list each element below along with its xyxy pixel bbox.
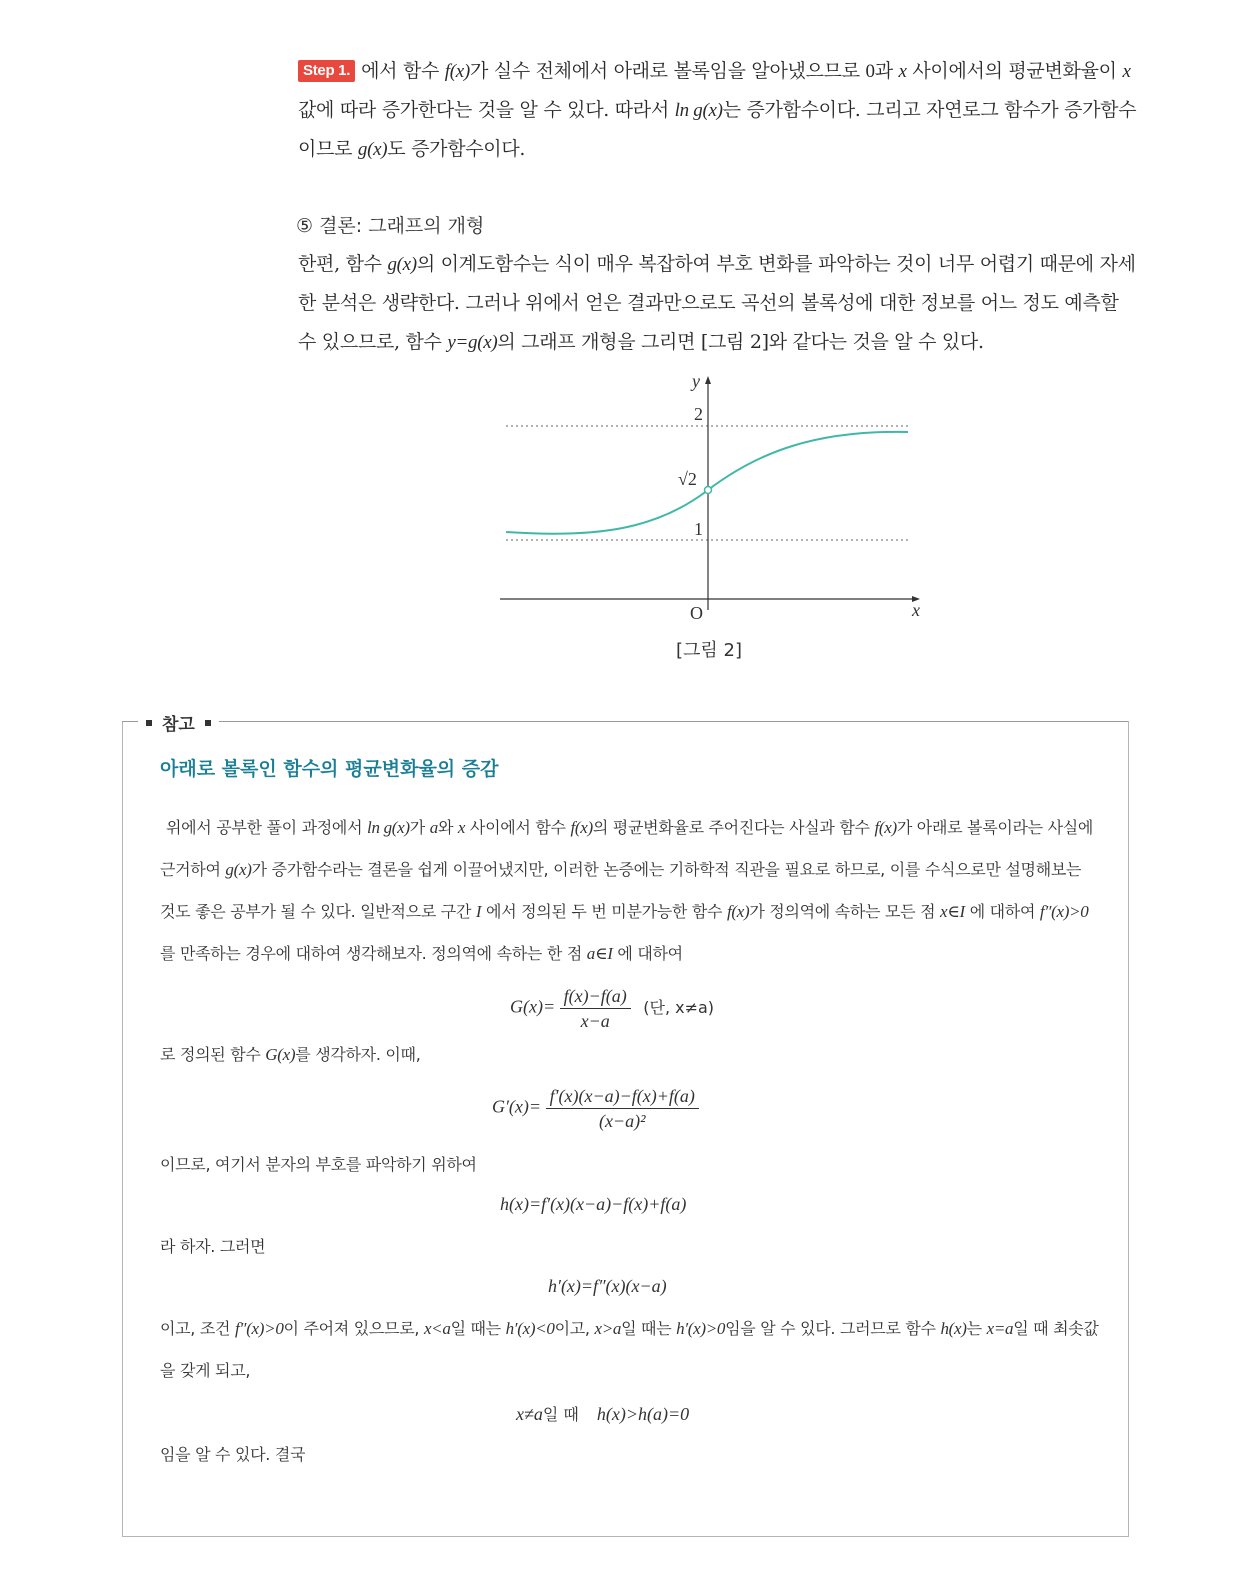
fraction: $\frac{f(x)-f(a)}{x-a}$ xyxy=(560,984,631,1033)
tick-label-sqrt2: √2 xyxy=(678,469,697,489)
square-bullet-icon xyxy=(205,720,211,726)
equation-h-prime: h′(x)=f″(x)(x−a) xyxy=(548,1276,667,1296)
y-intercept-point xyxy=(705,487,712,494)
reference-tab-label: 참고 xyxy=(162,715,195,735)
x-axis-label: x xyxy=(912,600,920,620)
reference-title: 아래로 볼록인 함수의 평균변화율의 증감 xyxy=(160,758,499,780)
function-curve xyxy=(506,432,908,534)
reference-tab xyxy=(138,710,219,735)
fraction: $\frac{f'(x)(x-a)-f(x)+f(a)}{\text{(x−a)²}}$ xyxy=(546,1084,699,1133)
equation-G-prime: G′(x)= $\frac{f'(x)(x-a)-f(x)+f(a)}{\text{(x−a)²}}$ xyxy=(492,1084,699,1133)
paragraph-conclusion: 한편, 함수 g(x)의 이계도함수는 식이 매우 복잡하여 부호 변화를 파악하는 것이 너무 어렵기 때문에 자세한 분석은 생략한다. 그러나 위에서 얻은 결과만으로도 곡선의 볼록성에 대한 정보를 어느 정도 예측할 수 있으므로, 함수 y=g(x)의 그래프 개형을 그리면 [그림 2]와 같다는 것을 알 수 있다. xyxy=(298,253,1136,353)
equation-h: h(x)=f′(x)(x−a)−f(x)+f(a) xyxy=(500,1194,687,1214)
reference-paragraph-5: 이고, 조건 f″(x)>0이 주어져 있으므로, x<a일 때는 h′(x)<0이고, x>a일 때는 h′(x)>0임을 알 수 있다. 그러므로 함수 h(x)는 x=a일 때 최솟값을 갖게 되고, xyxy=(160,1319,1099,1380)
reference-line-6: 임을 알 수 있다. 결국 xyxy=(160,1445,306,1464)
square-bullet-icon xyxy=(146,720,152,726)
reference-box-top-border xyxy=(122,721,1128,722)
figure-caption: [그림 2] xyxy=(676,640,742,661)
y-axis-arrow xyxy=(705,376,711,384)
section-heading: ⑤ 결론: 그래프의 개형 xyxy=(296,215,485,237)
origin-label: O xyxy=(690,603,703,623)
reference-line-3: 이므로, 여기서 분자의 부호를 파악하기 위하여 xyxy=(160,1155,477,1174)
reference-paragraph-1: 위에서 공부한 풀이 과정에서 ln g(x)가 a와 x 사이에서 함수 f(x)의 평균변화율로 주어진다는 사실과 함수 f(x)가 아래로 볼록이라는 사실에 근거하여 g(x)가 증가함수라는 결론을 쉽게 이끌어냈지만, 이러한 논증에는 기하학적 직관을 필요로 하므로, 이를 수식으로만 설명해보는 것도 좋은 공부가 될 수 있다. 일반적으로 구간 I 에서 정의된 두 번 미분가능한 함수 f(x)가 정의역에 속하는 모든 점 x∈I 에 대하여 f″(x)>0를 만족하는 경우에 대하여 생각해보자. 정의역에 속하는 한 점 a∈I 에 대하여 xyxy=(160,818,1094,963)
tick-label-2: 2 xyxy=(694,404,703,424)
equation-G: G(x)= $\frac{f(x)-f(a)}{x-a}$ (단, x≠a) xyxy=(510,986,715,1031)
tick-label-1: 1 xyxy=(694,519,703,539)
y-axis-label: y xyxy=(692,371,700,391)
paragraph-step1: Step 1. 에서 함수 f(x)가 실수 전체에서 아래로 볼록임을 알아냈으므로 0과 x 사이에서의 평균변화율이 x 값에 따라 증가한다는 것을 알 수 있다. 따라서 ln g(x)는 증가함수이다. 그리고 자연로그 함수가 증가함수이므로 g(x)도 증가함수이다. xyxy=(298,60,1137,160)
reference-line-2: 로 정의된 함수 G(x)를 생각하자. 이때, xyxy=(160,1045,421,1064)
reference-line-4: 라 하자. 그러면 xyxy=(160,1237,266,1256)
equation-condition: (단, x≠a) xyxy=(643,997,715,1017)
equation-min: x≠a일 때 h(x)>h(a)=0 xyxy=(516,1404,690,1424)
graph-figure xyxy=(496,370,936,630)
step-badge: Step 1. xyxy=(298,60,355,82)
